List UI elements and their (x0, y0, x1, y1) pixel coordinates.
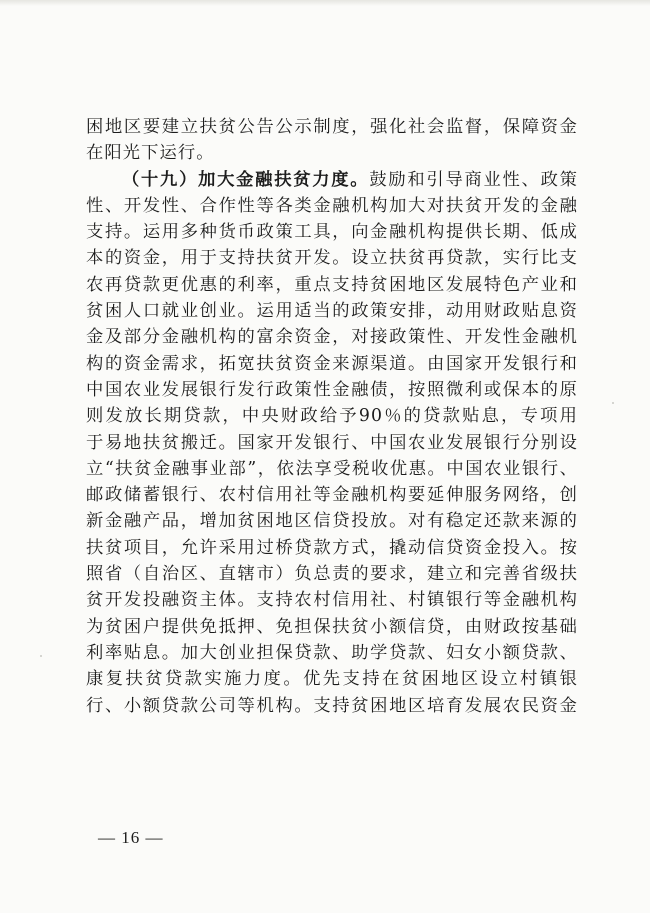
text-line: 性、开发性、合作性等各类金融机构加大对扶贫开发的金融 (86, 195, 578, 216)
section-lead: 鼓励和引导商业性、政策 (369, 169, 578, 190)
text-line: 则发放长期贷款，中央财政给予90％的贷款贴息，专项用 (86, 406, 578, 427)
paper-speck (612, 402, 614, 404)
text-line: 贫困人口就业创业。运用适当的政策安排，动用财政贴息资 (86, 301, 578, 322)
body-text (86, 114, 578, 719)
text-line: 农再贷款更优惠的利率，重点支持贫困地区发展特色产业和 (86, 274, 578, 295)
text-line: 金及部分金融机构的富余资金，对接政策性、开发性金融机 (86, 327, 578, 348)
paper-speck (40, 655, 42, 657)
text-line: 行、小额贷款公司等机构。支持贫困地区培育发展农民资金 (86, 695, 578, 716)
text-line: 在阳光下运行。 (86, 143, 215, 164)
section-line (86, 167, 578, 193)
text-line: 构的资金需求，拓宽扶贫资金来源渠道。由国家开发银行和 (86, 353, 578, 374)
text-line: 支持。运用多种货币政策工具，向金融机构提供长期、低成 (86, 222, 578, 243)
page-number: — 16 — (98, 828, 164, 847)
text-line: 新金融产品，增加贫困地区信贷投放。对有稳定还款来源的 (86, 511, 578, 532)
text-line: 扶贫项目，允许采用过桥贷款方式，撬动信贷资金投入。按 (86, 537, 578, 558)
text-line: 困地区要建立扶贫公告公示制度，强化社会监督，保障资金 (86, 117, 578, 137)
text-line: 利率贴息。加大创业担保贷款、助学贷款、妇女小额贷款、 (86, 642, 578, 663)
section-heading: （十九）加大金融扶贫力度。 (122, 169, 370, 190)
text-line: 本的资金，用于支持扶贫开发。设立扶贫再贷款，实行比支 (86, 248, 578, 269)
text-line: 康复扶贫贷款实施力度。优先支持在贫困地区设立村镇银 (86, 669, 578, 690)
text-line: 中国农业发展银行发行政策性金融债，按照微利或保本的原 (86, 379, 578, 400)
text-line: 为贫困户提供免抵押、免担保扶贫小额信贷，由财政按基础 (86, 616, 578, 637)
text-line: 贫开发投融资主体。支持农村信用社、村镇银行等金融机构 (86, 590, 578, 611)
page-top-edge (0, 0, 650, 6)
text-line: 照省（自治区、直辖市）负总责的要求，建立和完善省级扶 (86, 564, 578, 585)
text-line: 邮政储蓄银行、农村信用社等金融机构要延伸服务网络，创 (86, 485, 578, 506)
text-line: 于易地扶贫搬迁。国家开发银行、中国农业发展银行分别设 (86, 432, 578, 453)
text-line: 立“扶贫金融事业部”，依法享受税收优惠。中国农业银行、 (86, 458, 578, 479)
